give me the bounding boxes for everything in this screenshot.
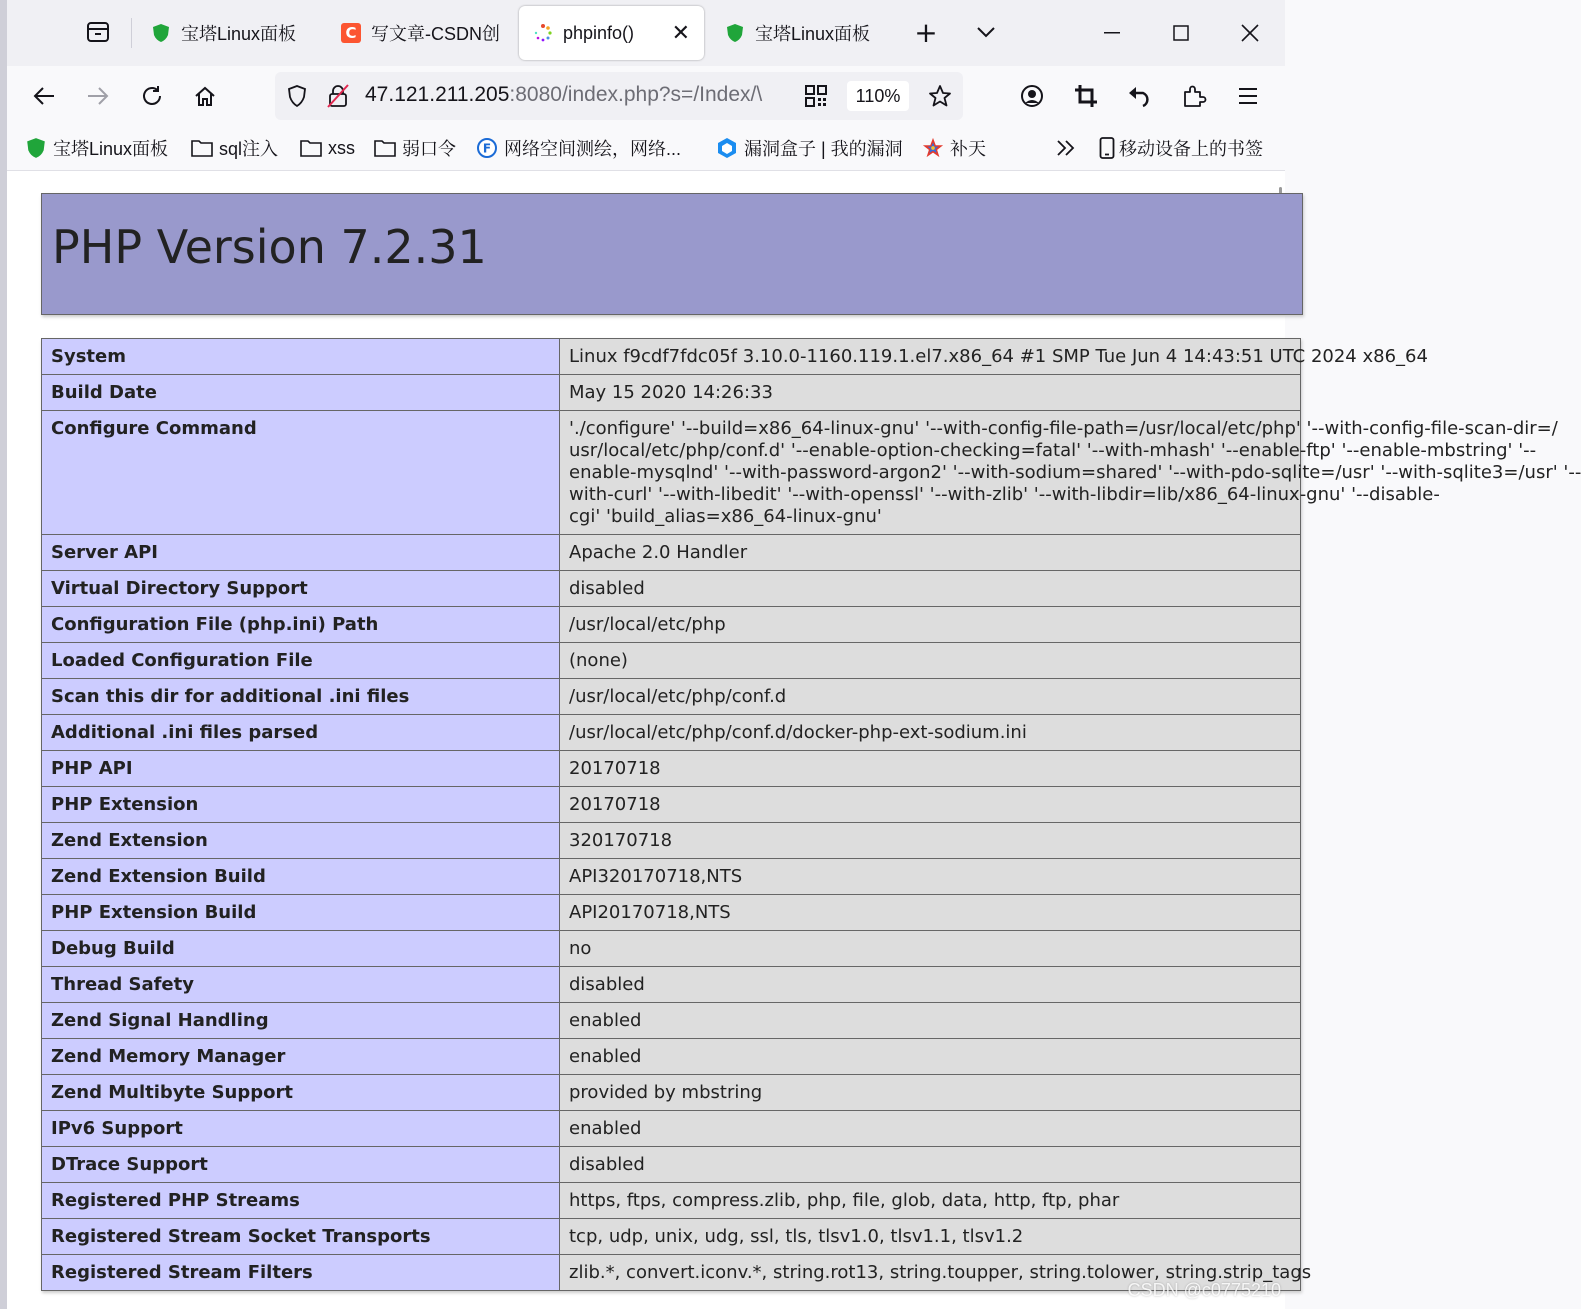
row-label: Scan this dir for additional .ini files (42, 679, 560, 715)
row-value: https, ftps, compress.zlib, php, file, glob, data, http, ftp, phar (560, 1183, 1301, 1219)
folder-icon (191, 137, 213, 159)
table-row (42, 535, 1301, 571)
baota-shield-icon (151, 23, 171, 43)
page-content (7, 171, 1581, 1309)
row-value: enabled (560, 1003, 1301, 1039)
account-icon (1020, 84, 1044, 108)
extensions-button[interactable] (1174, 76, 1214, 116)
tab-phpinfo[interactable] (519, 6, 704, 60)
reload-button[interactable] (132, 76, 172, 116)
bookmark-label: 移动设备上的书签 (1119, 139, 1263, 159)
table-row (42, 1075, 1301, 1111)
folder-icon (374, 137, 396, 159)
double-chevron-right-icon (1055, 139, 1077, 157)
reload-icon (141, 85, 163, 107)
puzzle-piece-icon (1182, 84, 1206, 108)
loading-spinner-icon (533, 23, 553, 43)
table-row (42, 823, 1301, 859)
table-row (42, 895, 1301, 931)
row-label: Zend Extension (42, 823, 560, 859)
tab-separator (131, 18, 132, 48)
table-row (42, 1003, 1301, 1039)
maximize-icon (1173, 25, 1189, 41)
bookmark-baota[interactable] (25, 134, 168, 162)
table-row (42, 1255, 1301, 1291)
bookmark-vulbox[interactable] (716, 134, 903, 162)
row-label: PHP Extension (42, 787, 560, 823)
row-value: enabled (560, 1111, 1301, 1147)
bookmark-label: xss (328, 137, 355, 158)
row-value: provided by mbstring (560, 1075, 1301, 1111)
table-row (42, 751, 1301, 787)
row-value: /usr/local/etc/php/conf.d (560, 679, 1301, 715)
table-row (42, 967, 1301, 1003)
svg-text:C: C (345, 24, 357, 42)
home-button[interactable] (185, 76, 225, 116)
bookmark-folder-sql[interactable] (191, 134, 278, 162)
configure-command-line: cgi' 'build_alias=x86_64-linux-gnu' (569, 506, 882, 527)
row-value: /usr/local/etc/php/conf.d/docker-php-ext-sodium.ini (560, 715, 1301, 751)
home-icon (194, 85, 216, 107)
row-value: Apache 2.0 Handler (560, 535, 1301, 571)
row-label: Server API (42, 535, 560, 571)
row-label: Build Date (42, 375, 560, 411)
bookmark-fofa[interactable] (476, 134, 681, 162)
close-icon (1241, 24, 1259, 42)
row-label: PHP Extension Build (42, 895, 560, 931)
row-label: IPv6 Support (42, 1111, 560, 1147)
row-value: Linux f9cdf7fdc05f 3.10.0-1160.119.1.el7.x86_64 #1 SMP Tue Jun 4 14:43:51 UTC 2024 x86_64 (560, 339, 1301, 375)
plus-icon: + (914, 15, 938, 49)
table-row (42, 679, 1301, 715)
configure-command-line: './configure' '--build=x86_64-linux-gnu' '--with-config-file-path=/usr/local/etc/php' '--with-config-file-scan-dir=/ (569, 418, 1558, 439)
hamburger-menu-icon (1238, 87, 1258, 105)
mobile-device-icon (1099, 137, 1115, 159)
table-row (42, 859, 1301, 895)
php-version-header (41, 193, 1303, 315)
row-value: API320170718,NTS (560, 859, 1301, 895)
zoom-reset-button[interactable]: 110% (847, 81, 909, 111)
row-label: Debug Build (42, 931, 560, 967)
row-label: Registered PHP Streams (42, 1183, 560, 1219)
svg-text:F: F (482, 141, 492, 156)
table-row (42, 339, 1301, 375)
row-label: Additional .ini files parsed (42, 715, 560, 751)
configure-command-line: with-curl' '--with-libedit' '--with-openssl' '--with-zlib' '--with-libdir=lib/x86_64-linux-gnu' '--disable- (569, 484, 1440, 505)
baota-shield-icon (25, 137, 47, 159)
insecure-lock-icon[interactable] (327, 84, 349, 108)
navigation-toolbar (7, 66, 1285, 126)
row-label: Thread Safety (42, 967, 560, 1003)
row-value: enabled (560, 1039, 1301, 1075)
row-label: Configure Command (42, 411, 560, 535)
table-row (42, 715, 1301, 751)
fofa-icon (476, 137, 498, 159)
bookmark-label: sql注入 (219, 139, 279, 159)
bookmark-butian[interactable] (922, 134, 986, 162)
row-value: no (560, 931, 1301, 967)
tab-title: phpinfo() (563, 22, 635, 43)
table-row (42, 1111, 1301, 1147)
qr-code-icon[interactable] (805, 85, 827, 107)
menu-button[interactable] (1228, 76, 1268, 116)
tab-strip (7, 0, 1285, 66)
table-row (42, 571, 1301, 607)
vulbox-icon (716, 137, 738, 159)
bookmark-label: 弱口令 (402, 139, 456, 159)
tab-csdn[interactable] (333, 6, 505, 60)
page-title: PHP Version 7.2.31 (52, 220, 487, 274)
tab-close-icon[interactable]: ✕ (671, 20, 690, 45)
firefox-view-button[interactable] (78, 12, 118, 52)
tab-title: 宝塔Linux面板 (181, 24, 297, 44)
tab-title: 宝塔Linux面板 (755, 24, 871, 44)
list-all-tabs-button[interactable] (966, 12, 1006, 52)
bookmarks-overflow-button[interactable] (1055, 134, 1077, 162)
row-value: disabled (560, 571, 1301, 607)
row-label: Configuration File (php.ini) Path (42, 607, 560, 643)
minimize-button[interactable] (1089, 10, 1135, 56)
back-button[interactable] (24, 76, 64, 116)
table-row (42, 931, 1301, 967)
bookmark-label: 补天 (950, 139, 986, 159)
table-row (42, 1219, 1301, 1255)
row-value: disabled (560, 1147, 1301, 1183)
table-row (42, 607, 1301, 643)
arrow-right-icon (87, 86, 109, 106)
row-label: Zend Multibyte Support (42, 1075, 560, 1111)
table-row (42, 1039, 1301, 1075)
minimize-icon (1104, 32, 1120, 34)
close-window-button[interactable] (1227, 10, 1273, 56)
row-label: Zend Extension Build (42, 859, 560, 895)
csdn-watermark: CSDN @c0775210 (1127, 1280, 1281, 1300)
new-tab-button[interactable] (906, 12, 946, 52)
firefox-view-icon (86, 21, 110, 43)
row-value: 20170718 (560, 751, 1301, 787)
bookmark-label: 网络空间测绘，网络... (504, 139, 682, 159)
screenshot-button[interactable] (1066, 76, 1106, 116)
undo-close-tab-button[interactable] (1120, 76, 1160, 116)
table-row (42, 643, 1301, 679)
table-row (42, 1147, 1301, 1183)
address-bar[interactable] (275, 72, 963, 120)
arrow-left-icon (33, 86, 55, 106)
row-value: tcp, udp, unix, udg, ssl, tls, tlsv1.0, tlsv1.1, tlsv1.2 (560, 1219, 1301, 1255)
configure-command-line: enable-mysqlnd' '--with-password-argon2' '--with-sodium=shared' '--with-pdo-sqlite=/usr' '--with-sqlite3=/usr' '-- (569, 462, 1581, 483)
bookmarks-toolbar (7, 126, 1285, 171)
forward-button[interactable] (78, 76, 118, 116)
bookmark-star-icon[interactable] (928, 84, 952, 108)
folder-icon (300, 137, 322, 159)
crop-icon (1074, 84, 1098, 108)
row-label: DTrace Support (42, 1147, 560, 1183)
row-value: May 15 2020 14:26:33 (560, 375, 1301, 411)
row-label: Registered Stream Socket Transports (42, 1219, 560, 1255)
tab-title: 写文章-CSDN创 (371, 24, 500, 44)
mobile-bookmarks[interactable] (1099, 134, 1263, 162)
row-value: 320170718 (560, 823, 1301, 859)
row-label: PHP API (42, 751, 560, 787)
row-value: disabled (560, 967, 1301, 1003)
row-label: Zend Signal Handling (42, 1003, 560, 1039)
account-button[interactable] (1012, 76, 1052, 116)
row-value: API20170718,NTS (560, 895, 1301, 931)
window-frame-left (0, 0, 7, 1309)
baota-shield-icon (725, 23, 745, 43)
undo-icon (1128, 85, 1152, 107)
bookmark-label: 漏洞盒子 | 我的漏洞 (744, 139, 903, 159)
row-label: Loaded Configuration File (42, 643, 560, 679)
url-host: 47.121.211.205 (365, 83, 510, 106)
table-row (42, 375, 1301, 411)
phpinfo-table (41, 338, 1581, 1291)
row-value: /usr/local/etc/php (560, 607, 1301, 643)
row-label: System (42, 339, 560, 375)
row-label: Zend Memory Manager (42, 1039, 560, 1075)
row-value: (none) (560, 643, 1301, 679)
bookmark-folder-xss[interactable] (300, 134, 355, 162)
bookmark-label: 宝塔Linux面板 (53, 139, 169, 159)
row-value: 20170718 (560, 787, 1301, 823)
csdn-icon (341, 23, 361, 43)
url-text[interactable] (365, 83, 785, 107)
configure-command-line: usr/local/etc/php/conf.d' '--enable-option-checking=fatal' '--with-mhash' '--enable-ftp' '--enable-mbstring' '-- (569, 440, 1537, 461)
row-value: zlib.*, convert.iconv.*, string.rot13, string.toupper, string.tolower, string.strip_tags (560, 1255, 1301, 1291)
row-label: Registered Stream Filters (42, 1255, 560, 1291)
butian-star-icon (922, 137, 944, 159)
table-row (42, 1183, 1301, 1219)
row-label: Virtual Directory Support (42, 571, 560, 607)
chevron-down-icon (976, 26, 996, 38)
table-row (42, 787, 1301, 823)
row-value (560, 411, 1581, 535)
tracking-protection-shield-icon[interactable] (287, 85, 307, 107)
url-rest: :8080/index.php?s=/Index/\ (509, 83, 763, 106)
maximize-button[interactable] (1158, 10, 1204, 56)
bookmark-folder-weak-password[interactable] (374, 134, 456, 162)
tab-baota-2[interactable] (717, 6, 895, 60)
tab-baota-1[interactable] (143, 6, 321, 60)
table-row (42, 411, 1301, 535)
